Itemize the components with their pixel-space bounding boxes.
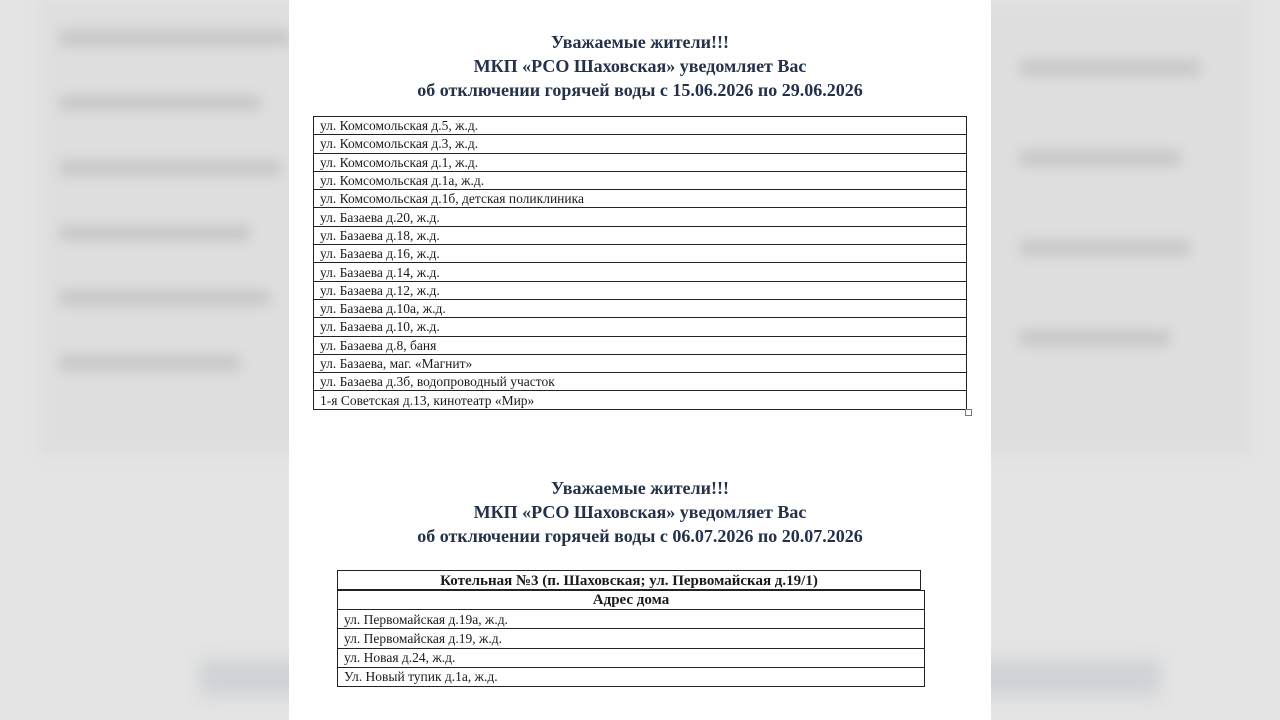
notice-1-greeting: Уважаемые жители!!! <box>550 32 729 52</box>
column-header-address: Адрес дома <box>338 591 925 610</box>
notice-2-heading <box>289 476 991 548</box>
address-cell: ул. Базаева д.3б, водопроводный участок <box>314 373 967 391</box>
table-resize-handle[interactable] <box>965 409 972 416</box>
table-row <box>314 299 967 317</box>
table-row <box>314 373 967 391</box>
table-row <box>314 245 967 263</box>
table-row <box>314 281 967 299</box>
address-cell: Ул. Новый тупик д.1а, ж.д. <box>338 667 925 686</box>
table-row <box>338 648 925 667</box>
address-cell: ул. Базаева д.10а, ж.д. <box>314 299 967 317</box>
address-cell: ул. Базаева д.12, ж.д. <box>314 281 967 299</box>
address-cell: ул. Комсомольская д.1, ж.д. <box>314 153 967 171</box>
address-cell: ул. Первомайская д.19, ж.д. <box>338 629 925 648</box>
table-row <box>338 610 925 629</box>
address-cell: ул. Базаева д.14, ж.д. <box>314 263 967 281</box>
address-cell: ул. Базаева д.16, ж.д. <box>314 245 967 263</box>
notice-1-address-table <box>313 116 967 410</box>
table-header-row <box>338 591 925 610</box>
notice-1-period: об отключении горячей воды с 15.06.2026 по 29.06.2026 <box>417 80 863 100</box>
address-cell: ул. Комсомольская д.3, ж.д. <box>314 135 967 153</box>
address-cell: ул. Комсомольская д.5, ж.д. <box>314 117 967 135</box>
table-row <box>314 226 967 244</box>
table-row <box>314 117 967 135</box>
table-row <box>338 629 925 648</box>
boiler-title: Котельная №3 (п. Шаховская; ул. Первомайская д.19/1) <box>337 570 921 590</box>
table-row <box>314 318 967 336</box>
address-cell: ул. Комсомольская д.1б, детская поликлиника <box>314 190 967 208</box>
address-cell: ул. Базаева д.10, ж.д. <box>314 318 967 336</box>
address-cell: ул. Базаева д.20, ж.д. <box>314 208 967 226</box>
table-row <box>314 171 967 189</box>
notice-2-greeting: Уважаемые жители!!! <box>550 478 729 498</box>
table-row <box>314 336 967 354</box>
table-row <box>314 354 967 372</box>
notice-page <box>289 0 991 720</box>
address-cell: ул. Базаева д.18, ж.д. <box>314 226 967 244</box>
table-row <box>314 135 967 153</box>
table-row <box>314 190 967 208</box>
address-cell: ул. Базаева, маг. «Магнит» <box>314 354 967 372</box>
address-cell: ул. Базаева д.8, баня <box>314 336 967 354</box>
notice-1-sender: МКП «РСО Шаховская» уведомляет Вас <box>473 56 807 76</box>
table-row <box>314 263 967 281</box>
table-row <box>314 391 967 409</box>
notice-2-sender: МКП «РСО Шаховская» уведомляет Вас <box>473 502 807 522</box>
table-row <box>314 208 967 226</box>
notice-2-period: об отключении горячей воды с 06.07.2026 по 20.07.2026 <box>417 526 863 546</box>
address-cell: ул. Новая д.24, ж.д. <box>338 648 925 667</box>
table-row <box>338 667 925 686</box>
address-cell: 1-я Советская д.13, кинотеатр «Мир» <box>314 391 967 409</box>
notice-1-heading <box>289 30 991 102</box>
address-cell: ул. Первомайская д.19а, ж.д. <box>338 610 925 629</box>
table-row <box>314 153 967 171</box>
notice-2-address-table <box>337 590 925 687</box>
address-cell: ул. Комсомольская д.1а, ж.д. <box>314 171 967 189</box>
